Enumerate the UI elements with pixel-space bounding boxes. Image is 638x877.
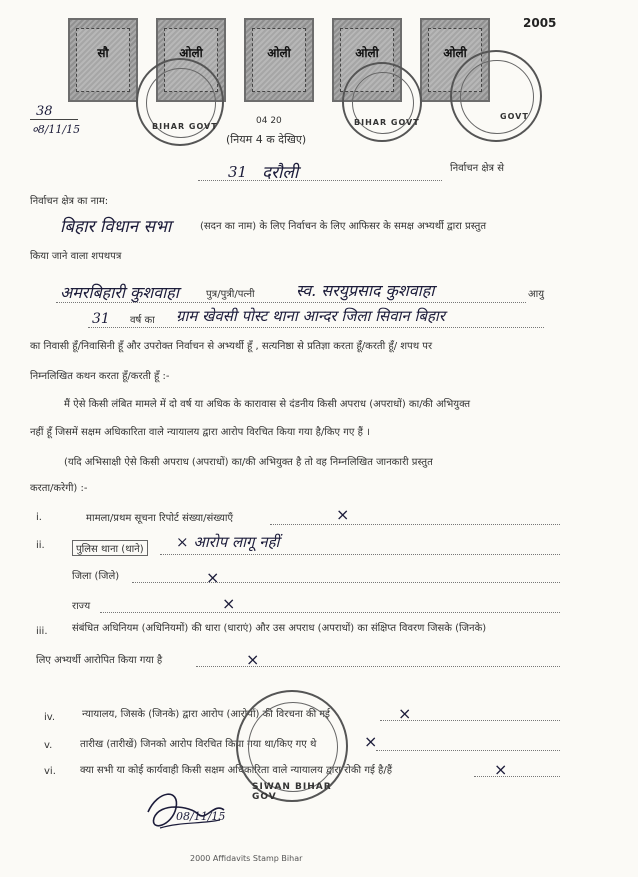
footer-note: 2000 Affidavits Stamp Bihar	[190, 854, 303, 863]
candidate-age: 31	[92, 311, 110, 327]
item-label: जिला (जिले)	[72, 571, 120, 582]
revenue-stamp: ओली	[244, 18, 314, 102]
constituency-label: निर्वाचन क्षेत्र से	[450, 163, 504, 174]
item-number: vi.	[44, 766, 56, 777]
item-label: तारीख (तारीखें) जिनको आरोप विरचित किया गया था/किए गए थे	[80, 739, 317, 750]
revenue-stamp: ओली	[332, 18, 402, 102]
cross-mark: ×	[206, 568, 220, 587]
revenue-stamp: सौ	[68, 18, 138, 102]
body-line-1: का निवासी हूँ/निवासिनी हूँ और उपरोक्त निर्वाचन से अभ्यर्थी हूँ , सत्यनिष्ठा से प्रतिज्ञा करता हूँ/करती हूँ/ शपथ पर	[30, 341, 433, 352]
intro-line-1: (सदन का नाम) के लिए निर्वाचन के लिए आफिसर के समक्ष अभ्यर्थी द्वारा प्रस्तुत	[200, 221, 487, 232]
constituency-number: 31	[228, 163, 248, 181]
constituency-rule	[198, 180, 442, 181]
margin-number: 38	[36, 104, 53, 119]
candidate-name: अमरबिहारी कुशवाहा	[60, 283, 179, 302]
round-seal: BIHAR GOVT	[342, 62, 422, 142]
constituency-name: दरौली	[262, 163, 299, 183]
candidate-rule	[56, 302, 526, 303]
revenue-stamp: ओली	[420, 18, 490, 102]
body-line-2: निम्नलिखित कथन करता हूँ/करती हूँ :-	[30, 371, 170, 382]
resident-label: वर्ष का	[130, 315, 155, 326]
margin-underline	[30, 119, 78, 120]
item-rule	[474, 776, 560, 777]
para-1-line-1: मैं ऐसे किसी लंबित मामले में दो वर्ष या अधिक के कारावास से दंडनीय किसी अपराध (अपराधों) का/की अभियुक्त	[64, 399, 471, 410]
round-seal: GOVT	[450, 50, 542, 142]
para-2-line-1: (यदि अभिसाक्षी ऐसे किसी अपराध (अपराधों) का/की अभियुक्त है तो वह निम्नलिखित जानकारी प्रस्तुत	[64, 457, 433, 468]
para-1-line-2: नहीं हूँ जिसमें सक्षम अधिकारिता वाले न्यायालय द्वारा आरोप विरचित किया गया है/किए गए हैं ।	[30, 427, 370, 438]
item-number: i.	[36, 512, 42, 523]
item-rule	[132, 582, 560, 583]
item-rule	[100, 612, 560, 613]
item-rule	[160, 554, 560, 555]
item-label: न्यायालय, जिसके (जिनके) द्वारा आरोप (आरोपों) की विरचना की गई	[82, 709, 330, 720]
address-rule	[88, 327, 544, 328]
relation-label: पुत्र/पुत्री/पत्नी	[206, 289, 255, 300]
seal-number: 04 20	[256, 116, 282, 126]
item-rule	[270, 524, 560, 525]
item-number: iv.	[44, 712, 56, 723]
item-number: ii.	[36, 540, 45, 551]
item-number: iii.	[36, 626, 48, 637]
police-station-answer: × आरोप लागू नहीं	[176, 533, 280, 551]
cross-mark: ×	[494, 760, 508, 779]
item-rule	[376, 750, 560, 751]
cross-mark: ×	[246, 650, 260, 669]
house-name-label: निर्वाचन क्षेत्र का नाम:	[30, 196, 109, 207]
intro-line-2: किया जाने वाला शपथपत्र	[30, 251, 122, 262]
cross-mark: ×	[364, 732, 378, 751]
item-label: क्या सभी या कोई कार्यवाही किसी सक्षम अधिकारिता वाले न्यायालय द्वारा रोकी गई है/हैं	[80, 765, 393, 776]
age-label: आयु	[528, 289, 545, 300]
cross-mark: ×	[336, 505, 350, 524]
item-label: पुलिस थाना (थाने)	[72, 540, 148, 556]
house-name: बिहार विधान सभा	[60, 217, 172, 237]
item-label: राज्य	[72, 601, 91, 612]
margin-date: ०8/11/15	[32, 123, 81, 136]
revenue-stamp: ओली	[156, 18, 226, 102]
item-label: मामला/प्रथम सूचना रिपोर्ट संख्या/संख्याएँ	[86, 513, 234, 524]
candidate-address: ग्राम खेवसी पोस्ट थाना आन्दर जिला सिवान बिहार	[176, 307, 445, 325]
item-label: संबंधित अधिनियम (अधिनियमों) की धारा (धाराएं) और उस अपराध (अपराधों) का संक्षिप्त विवरण जिसके (जिनके)	[72, 623, 487, 634]
item-number: v.	[44, 740, 53, 751]
signature-date: 08/11/15	[176, 810, 226, 823]
father-name: स्व. सरयुप्रसाद कुशवाहा	[296, 281, 435, 300]
cross-mark: ×	[222, 594, 236, 613]
para-2-line-2: करता/करेगी) :-	[30, 483, 88, 494]
year-stamp: 2005	[523, 16, 557, 30]
item-label-cont: लिए अभ्यर्थी आरोपित किया गया है	[36, 655, 163, 666]
cross-mark: ×	[398, 704, 412, 723]
round-seal: BIHAR GOVT	[136, 58, 224, 146]
round-seal: SIWAN BIHAR GOV	[236, 690, 348, 802]
rule-reference: (नियम 4 क देखिए)	[226, 133, 307, 146]
